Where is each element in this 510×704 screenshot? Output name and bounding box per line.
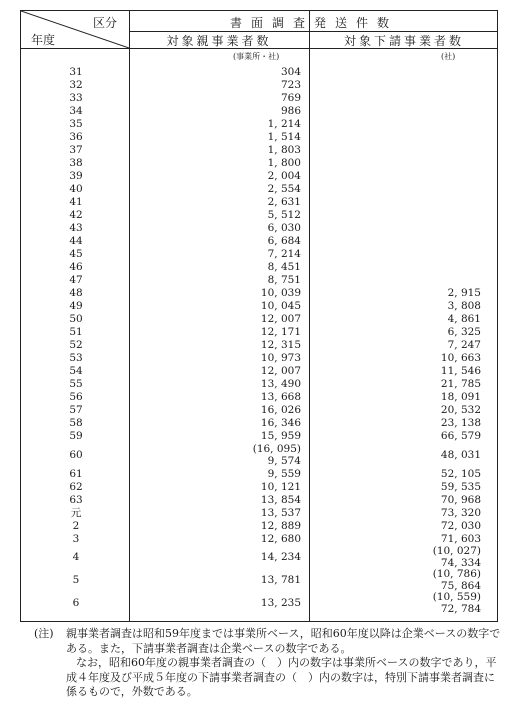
sub-count-value: 3, 808: [447, 300, 481, 312]
parent-count-cell: [211, 92, 301, 105]
table-row: [21, 170, 499, 183]
sub-count-value: 21, 785: [440, 378, 481, 390]
year-cell: 32: [69, 79, 83, 91]
table-row: [21, 274, 499, 287]
sub-count-cell: [391, 468, 481, 481]
parent-count-cell: [211, 339, 301, 352]
data-table: [20, 10, 498, 622]
sub-count-cell: [391, 404, 481, 417]
parent-count-cell: [211, 196, 301, 209]
parent-count-value: 10, 973: [260, 352, 301, 364]
table-row: [21, 443, 499, 468]
footnote: [34, 627, 504, 700]
year-cell: 63: [69, 494, 83, 506]
sub-count-cell: [391, 352, 481, 365]
parent-count-value: 986: [280, 105, 301, 117]
sub-count-value: 52, 105: [440, 468, 481, 480]
table-row: [21, 569, 499, 592]
sub-count-cell: [391, 592, 481, 615]
parent-count-cell: [211, 300, 301, 313]
table-row: [21, 365, 499, 378]
table-row: [21, 391, 499, 404]
parent-count-value: 2, 004: [267, 170, 301, 182]
year-cell: 2: [72, 520, 80, 532]
sub-count-cell: [391, 287, 481, 300]
table-row: [21, 183, 499, 196]
sub-count-cell: [391, 300, 481, 313]
parent-count-cell: [211, 552, 301, 564]
year-cell: 48: [69, 287, 83, 299]
col-sub-unit: (社): [441, 52, 456, 61]
parent-count-cell: [211, 326, 301, 339]
sub-count-cell: [391, 449, 481, 461]
table-row: [21, 546, 499, 569]
sub-count-cell: [391, 313, 481, 326]
sub-count-cell: [391, 546, 481, 569]
parent-count-value: 10, 121: [260, 481, 301, 493]
parent-count-cell: [211, 287, 301, 300]
parent-count-cell: [211, 494, 301, 507]
year-cell: 58: [69, 417, 83, 429]
year-cell: 45: [69, 248, 83, 260]
sub-count-cell: [391, 430, 481, 443]
year-cell: 34: [69, 105, 83, 117]
table-row: [21, 404, 499, 417]
sub-count-cell: [391, 339, 481, 352]
table-row: [21, 520, 499, 533]
parent-count-value: 12, 007: [260, 313, 301, 325]
sub-count-value: 73, 320: [440, 507, 481, 519]
year-cell: 40: [69, 183, 83, 195]
table-row: [21, 131, 499, 144]
parent-count-cell: [211, 183, 301, 196]
sub-count-value: 74, 334: [440, 556, 481, 569]
parent-count-value: 1, 514: [267, 131, 301, 143]
parent-count-value: 16, 026: [260, 404, 301, 416]
year-cell: 44: [69, 235, 83, 247]
parent-count-cell: [211, 365, 301, 378]
year-cell: 元: [70, 507, 82, 519]
table-row: [21, 261, 499, 274]
year-cell: 31: [69, 66, 83, 78]
parent-count-value: 12, 889: [260, 520, 301, 532]
sub-count-cell: [391, 494, 481, 507]
year-cell: 62: [69, 481, 83, 493]
parent-count-cell: [211, 274, 301, 287]
year-cell: 39: [69, 170, 83, 182]
table-row: [21, 417, 499, 430]
sub-count-value: 10, 663: [440, 352, 481, 364]
parent-count-value: 12, 171: [260, 326, 301, 338]
sub-count-value: 23, 138: [440, 417, 481, 429]
parent-count-cell: [211, 170, 301, 183]
parent-count-value: 15, 959: [260, 430, 301, 442]
footnote-label: (注): [34, 627, 54, 640]
parent-count-value: 723: [280, 79, 301, 91]
year-cell: 5: [72, 574, 80, 586]
parent-count-cell: [211, 313, 301, 326]
col-parent-title: 対象親事業者数: [166, 34, 272, 48]
parent-count-cell: [211, 79, 301, 92]
parent-count-value: 10, 045: [260, 300, 301, 312]
year-cell: 42: [69, 209, 83, 221]
sub-count-cell: [391, 378, 481, 391]
parent-count-cell: [211, 481, 301, 494]
year-cell: 46: [69, 261, 83, 273]
sub-count-cell: [391, 481, 481, 494]
sub-count-cell: [391, 520, 481, 533]
sub-count-value: 75, 864: [440, 579, 481, 592]
parent-count-value: 1, 214: [267, 118, 301, 130]
sub-count-cell: [391, 391, 481, 404]
sub-count-value: 59, 535: [440, 481, 481, 493]
parent-count-value: 10, 039: [260, 287, 301, 299]
parent-count-value: 8, 451: [267, 261, 301, 273]
year-cell: 6: [72, 597, 80, 609]
parent-count-cell: [211, 404, 301, 417]
year-cell: 33: [69, 92, 83, 104]
parent-count-cell: [211, 105, 301, 118]
sub-count-value: 2, 915: [447, 287, 481, 299]
sub-count-cell: [391, 417, 481, 430]
year-cell: 55: [69, 378, 83, 390]
parent-count-value: 8, 751: [267, 274, 301, 286]
year-cell: 57: [69, 404, 83, 416]
parent-count-cell: [211, 248, 301, 261]
parent-count-cell: [211, 235, 301, 248]
sub-count-value: (10, 027): [432, 545, 481, 557]
parent-count-value: 13, 490: [260, 378, 301, 390]
parent-count-value: 6, 030: [267, 222, 301, 234]
sub-count-value: 4, 861: [447, 313, 481, 325]
table-row: [21, 157, 499, 170]
table-row: [21, 481, 499, 494]
table-row: [21, 313, 499, 326]
parent-count-value: 13, 235: [260, 597, 301, 609]
parent-count-cell: [211, 352, 301, 365]
sub-count-value: 7, 247: [447, 339, 481, 351]
corner-label-category: 区分: [93, 16, 118, 30]
sub-count-value: 71, 603: [440, 533, 481, 545]
parent-count-value: 1, 803: [267, 144, 301, 156]
parent-count-value: 12, 315: [260, 339, 301, 351]
parent-count-cell: [211, 144, 301, 157]
year-cell: 49: [69, 300, 83, 312]
sub-count-value: 6, 325: [447, 326, 481, 338]
col-parent-unit: (事業所・社): [233, 52, 280, 61]
table-row: [21, 209, 499, 222]
parent-count-cell: [211, 378, 301, 391]
year-cell: 4: [72, 551, 80, 563]
year-cell: 41: [69, 196, 83, 208]
parent-count-cell: [211, 443, 301, 467]
table-row: [21, 533, 499, 546]
parent-count-value: 769: [280, 92, 301, 104]
year-cell: 53: [69, 352, 83, 364]
sub-count-cell: [391, 507, 481, 520]
table-row: [21, 430, 499, 443]
parent-count-value: 304: [280, 66, 301, 78]
parent-count-cell: [211, 391, 301, 404]
table-row: [21, 79, 499, 92]
sub-count-value: 48, 031: [440, 449, 481, 461]
parent-count-cell: [211, 507, 301, 520]
table-row: [21, 378, 499, 391]
table-row: [21, 105, 499, 118]
sub-count-cell: [391, 365, 481, 378]
parent-count-value: 2, 554: [267, 183, 301, 195]
parent-count-value: 2, 631: [267, 196, 301, 208]
parent-count-cell: [211, 575, 301, 587]
sub-count-value: 72, 030: [440, 520, 481, 532]
table-row: [21, 222, 499, 235]
year-cell: 59: [69, 430, 83, 442]
year-cell: 47: [69, 274, 83, 286]
table-row: [21, 287, 499, 300]
parent-count-value: 13, 668: [260, 391, 301, 403]
parent-count-cell: [211, 598, 301, 610]
table-row: [21, 196, 499, 209]
col-sub-title: 対象下請事業者数: [343, 34, 464, 48]
parent-count-cell: [211, 66, 301, 79]
table-row: [21, 300, 499, 313]
parent-count-cell: [211, 520, 301, 533]
parent-count-value: 7, 214: [267, 248, 301, 260]
year-cell: 60: [69, 449, 83, 461]
year-cell: 37: [69, 144, 83, 156]
table-row: [21, 248, 499, 261]
span-title: 書面調査発送件数: [229, 16, 398, 30]
year-cell: 52: [69, 339, 83, 351]
footnote-line2: なお，昭和60年度の親事業者調査の（ ）内の数字は事業所ベースの数字であり，平成４年度及び平成５年度の下請事業者調査の（ ）内の数字は，特別下請事業者調査に係るもので，外数である。: [66, 656, 497, 698]
table-row: [21, 468, 499, 481]
year-cell: 43: [69, 222, 83, 234]
year-cell: 56: [69, 391, 83, 403]
table-body: [21, 66, 499, 615]
parent-count-value: (16, 095): [252, 443, 301, 455]
parent-count-value: 13, 537: [260, 507, 301, 519]
parent-count-cell: [211, 468, 301, 481]
sub-count-value: 70, 968: [440, 494, 481, 506]
parent-count-value: 1, 800: [267, 157, 301, 169]
parent-count-value: 16, 346: [260, 417, 301, 429]
parent-count-cell: [211, 533, 301, 546]
sub-count-cell: [391, 569, 481, 592]
table-row: [21, 118, 499, 131]
parent-count-value: 6, 684: [267, 235, 301, 247]
year-cell: 51: [69, 326, 83, 338]
parent-count-cell: [211, 430, 301, 443]
year-cell: 3: [72, 533, 80, 545]
sub-count-value: 72, 784: [440, 602, 481, 615]
table-row: [21, 92, 499, 105]
parent-count-value: 12, 007: [260, 365, 301, 377]
year-cell: 35: [69, 118, 83, 130]
sub-count-value: 66, 579: [440, 430, 481, 442]
parent-count-cell: [211, 131, 301, 144]
parent-count-value: 14, 234: [260, 551, 301, 563]
footnote-line1: 親事業者調査は昭和59年度までは事業所ベース，昭和60年度以降は企業ベースの数字である。また，下請事業者調査は企業ベースの数字である。: [66, 627, 501, 655]
sub-count-value: (10, 786): [432, 568, 481, 580]
sub-count-value: 20, 532: [440, 404, 481, 416]
sub-count-cell: [391, 326, 481, 339]
year-cell: 38: [69, 157, 83, 169]
parent-count-value: 9, 574: [267, 455, 301, 467]
parent-count-value: 13, 781: [260, 574, 301, 586]
table-row: [21, 144, 499, 157]
parent-count-value: 13, 854: [260, 494, 301, 506]
table-row: [21, 507, 499, 520]
year-cell: 54: [69, 365, 83, 377]
table-row: [21, 326, 499, 339]
parent-count-value: 12, 680: [260, 533, 301, 545]
parent-count-value: 5, 512: [267, 209, 301, 221]
table-row: [21, 352, 499, 365]
parent-count-cell: [211, 118, 301, 131]
year-cell: 61: [69, 468, 83, 480]
table-row: [21, 339, 499, 352]
parent-count-cell: [211, 209, 301, 222]
table-row: [21, 592, 499, 615]
table-row: [21, 66, 499, 79]
sub-count-value: 11, 546: [440, 365, 481, 377]
parent-count-cell: [211, 261, 301, 274]
table-row: [21, 235, 499, 248]
corner-label-year: 年度: [31, 33, 56, 47]
year-cell: 36: [69, 131, 83, 143]
parent-count-cell: [211, 157, 301, 170]
table-row: [21, 494, 499, 507]
parent-count-value: 9, 559: [267, 468, 301, 480]
year-cell: 50: [69, 313, 83, 325]
sub-count-value: (10, 559): [432, 591, 481, 603]
parent-count-cell: [211, 417, 301, 430]
sub-count-value: 18, 091: [440, 391, 481, 403]
parent-count-cell: [211, 222, 301, 235]
